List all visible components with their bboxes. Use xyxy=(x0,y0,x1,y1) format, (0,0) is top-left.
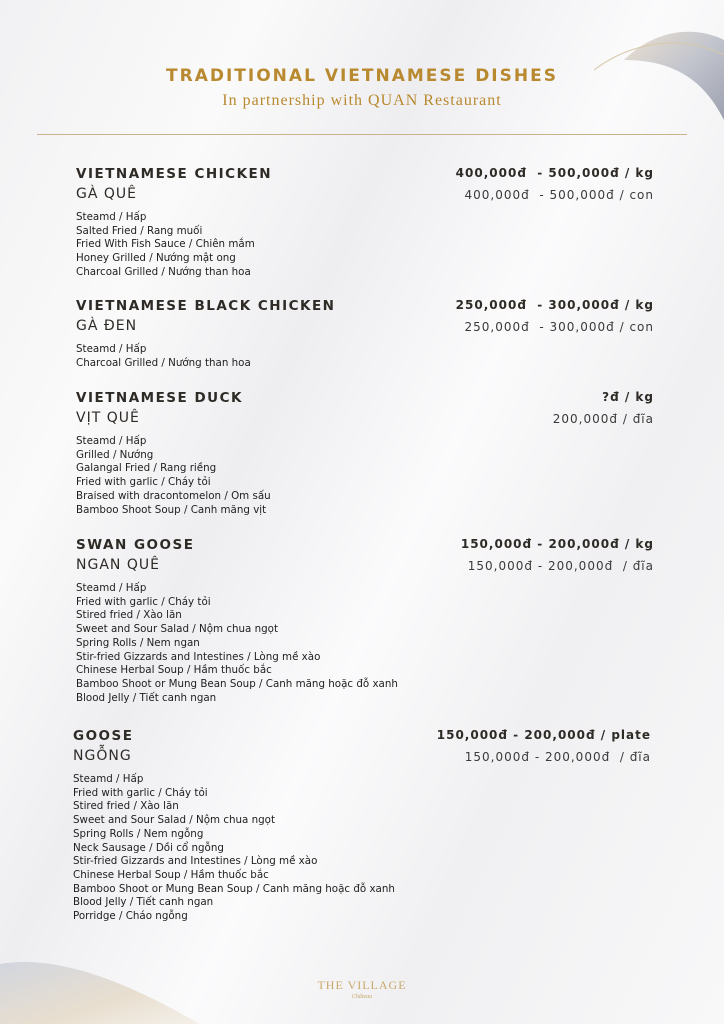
list-item: Chinese Herbal Soup / Hầm thuốc bắc xyxy=(73,868,269,881)
dish-name-en: VIETNAMESE BLACK CHICKEN xyxy=(76,298,336,314)
dish-price-sub: 200,000đ / đĩa xyxy=(552,412,654,426)
dish-name-vi: NGAN QUÊ xyxy=(76,557,160,573)
list-item: Charcoal Grilled / Nướng than hoa xyxy=(76,265,251,278)
dish-name-en: VIETNAMESE DUCK xyxy=(76,390,243,406)
list-item: Stired fried / Xào lăn xyxy=(76,609,182,622)
header-divider xyxy=(37,134,687,135)
list-item: Neck Sausage / Dồi cổ ngỗng xyxy=(73,841,224,854)
list-item: Fried with garlic / Cháy tỏi xyxy=(73,786,208,799)
footer-brand-logo xyxy=(0,978,724,1000)
list-item: Steamd / Hấp xyxy=(76,435,147,447)
preparation-list xyxy=(76,211,255,280)
dish-name-en: GOOSE xyxy=(73,728,134,744)
list-item: Steamd / Hấp xyxy=(73,773,144,785)
list-item: Salted Fried / Rang muối xyxy=(76,224,203,237)
dish-price-main: 150,000đ - 200,000đ / kg xyxy=(460,537,654,551)
dish-name-vi: VỊT QUÊ xyxy=(76,410,140,426)
list-item: Braised with dracontomelon / Om sấu xyxy=(76,489,271,502)
dish-price-main: 400,000đ - 500,000đ / kg xyxy=(455,166,654,180)
list-item: Sweet and Sour Salad / Nộm chua ngọt xyxy=(73,814,276,827)
list-item: Honey Grilled / Nướng mật ong xyxy=(76,252,236,265)
page-subtitle: In partnership with QUAN Restaurant xyxy=(222,92,502,109)
list-item: Steamd / Hấp xyxy=(76,582,147,594)
list-item: Blood Jelly / Tiết canh ngan xyxy=(73,896,214,909)
dish-price-sub: 150,000đ - 200,000đ / đĩa xyxy=(467,559,654,573)
list-item: Fried with garlic / Cháy tỏi xyxy=(76,476,211,489)
list-item: Steamd / Hấp xyxy=(76,211,147,223)
list-item: Sweet and Sour Salad / Nộm chua ngọt xyxy=(76,623,279,636)
list-item: Bamboo Shoot or Mung Bean Soup / Canh măng hoặc đỗ xanh xyxy=(76,677,398,690)
list-item: Grilled / Nướng xyxy=(76,448,154,461)
dish-name-vi: GÀ QUÊ xyxy=(76,186,137,202)
list-item: Fried with garlic / Cháy tỏi xyxy=(76,595,211,608)
page-header xyxy=(0,66,724,110)
brand-subtitle: Château xyxy=(351,994,373,1000)
list-item: Charcoal Grilled / Nướng than hoa xyxy=(76,356,251,369)
preparation-list xyxy=(73,773,395,924)
list-item: Blood Jelly / Tiết canh ngan xyxy=(76,691,217,704)
list-item: Steamd / Hấp xyxy=(76,343,147,355)
dish-name-vi: GÀ ĐEN xyxy=(76,318,138,334)
page-title: TRADITIONAL VIETNAMESE DISHES xyxy=(166,66,558,86)
preparation-list xyxy=(76,435,271,517)
list-item: Spring Rolls / Nem ngan xyxy=(76,636,200,649)
dish-price-main: 250,000đ - 300,000đ / kg xyxy=(455,298,654,312)
preparation-list xyxy=(76,343,251,370)
list-item: Stir-fried Gizzards and Intestines / Lòng mề xào xyxy=(73,855,318,868)
list-item: Stired fried / Xào lăn xyxy=(73,800,179,813)
dish-price-sub: 150,000đ - 200,000đ / đĩa xyxy=(464,750,651,764)
dish-name-en: VIETNAMESE CHICKEN xyxy=(76,166,273,182)
list-item: Porridge / Cháo ngỗng xyxy=(73,910,188,923)
list-item: Fried With Fish Sauce / Chiên mắm xyxy=(76,238,255,251)
list-item: Bamboo Shoot Soup / Canh măng vịt xyxy=(76,503,267,516)
dish-price-main: 150,000đ - 200,000đ / plate xyxy=(436,728,651,742)
list-item: Bamboo Shoot or Mung Bean Soup / Canh măng hoặc đỗ xanh xyxy=(73,882,395,895)
dish-price-sub: 400,000đ - 500,000đ / con xyxy=(464,188,654,202)
list-item: Galangal Fried / Rang riềng xyxy=(76,462,217,475)
dish-name-en: SWAN GOOSE xyxy=(76,537,195,553)
dish-price-main: ?đ / kg xyxy=(602,390,654,404)
dish-name-vi: NGỖNG xyxy=(73,748,132,764)
list-item: Chinese Herbal Soup / Hầm thuốc bắc xyxy=(76,664,272,677)
list-item: Stir-fried Gizzards and Intestines / Lòng mề xào xyxy=(76,650,321,663)
brand-name: THE VILLAGE xyxy=(317,978,407,992)
list-item: Spring Rolls / Nem ngỗng xyxy=(73,827,204,840)
dish-price-sub: 250,000đ - 300,000đ / con xyxy=(464,320,654,334)
preparation-list xyxy=(76,582,398,705)
